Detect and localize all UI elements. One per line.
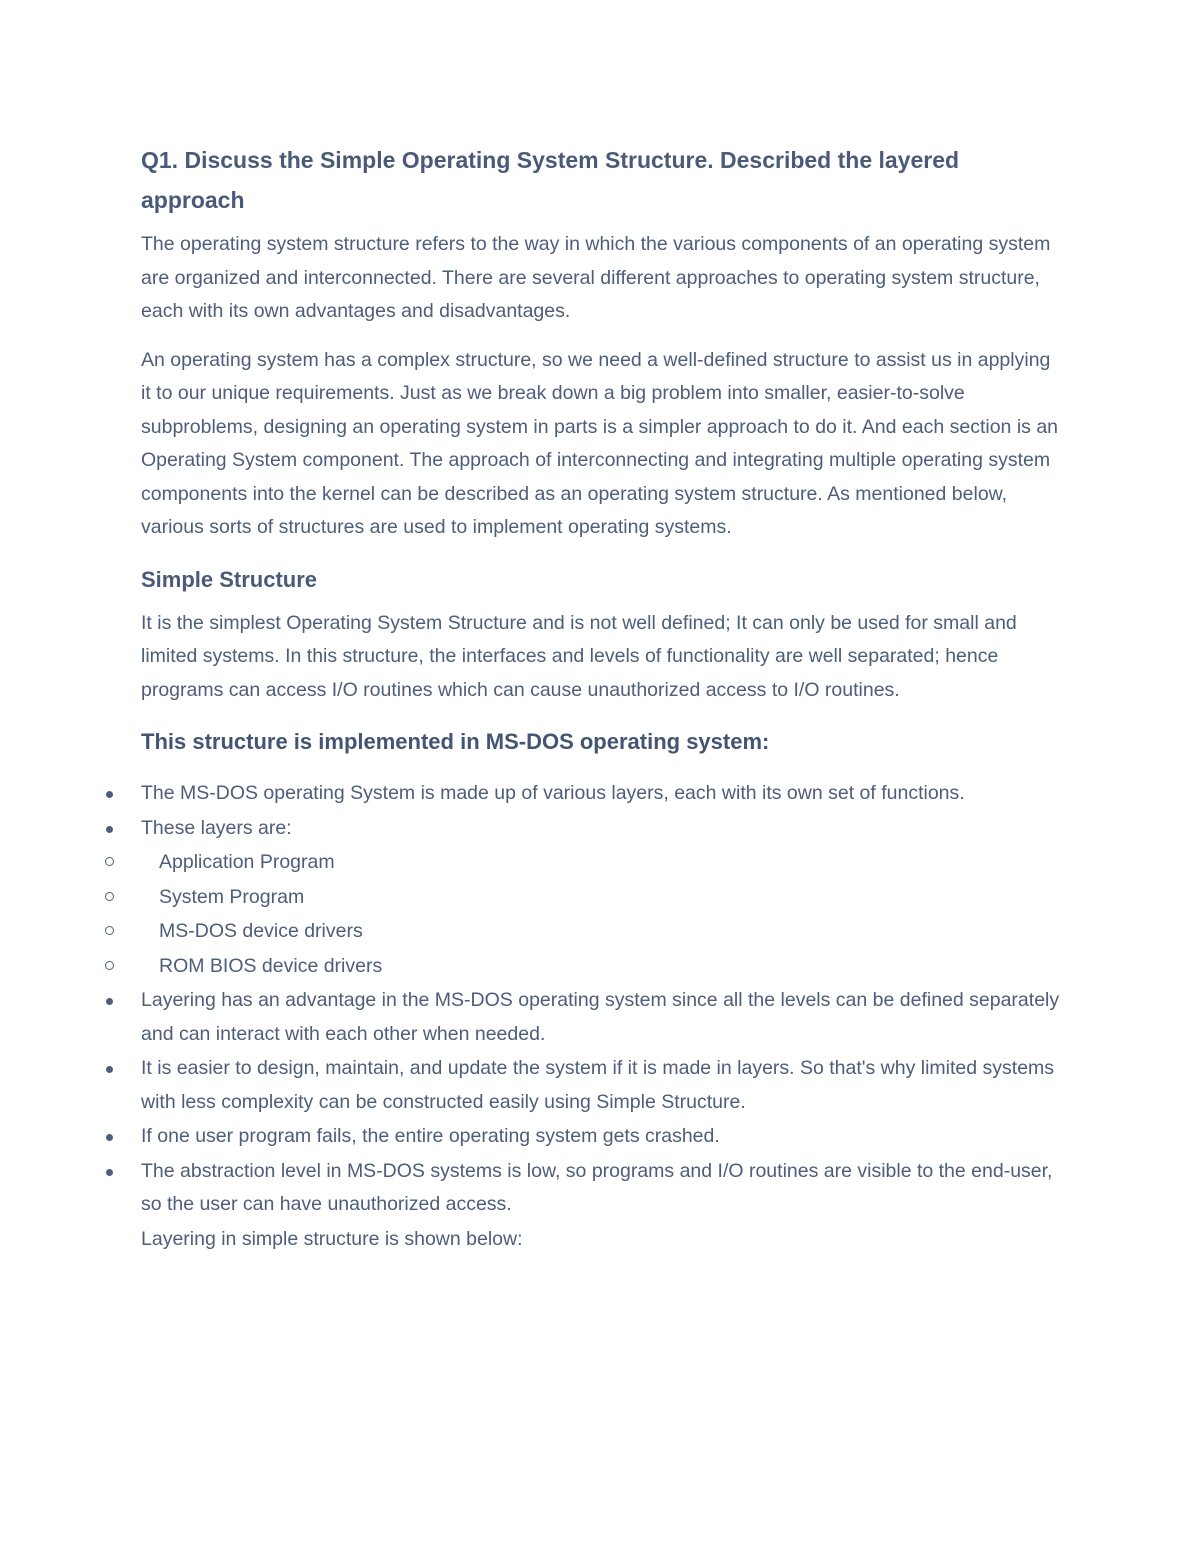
- list-item-text: The MS-DOS operating System is made up of various layers, each with its own set of functions.: [141, 782, 965, 804]
- list-item: [141, 1120, 1061, 1154]
- structure-paragraph: An operating system has a complex structure, so we need a well-defined structure to assist us in applying it to our unique requirements. Just as we break down a big problem into smaller, easier-to-solve subproblems, designing an operating system in parts is a simpler approach to do it. And each section is an Operating System component. The approach of interconnecting and integrating multiple operating system components into the kernel can be described as an operating system structure. As mentioned below, various sorts of structures are used to implement operating systems.: [141, 348, 1059, 538]
- filled-bullet-icon: [106, 1134, 113, 1141]
- list-item-text: It is easier to design, maintain, and update the system if it is made in layers. So that's why limited systems with less complexity can be constructed easily using Simple Structure.: [141, 1057, 1055, 1113]
- sub-list-item: [141, 915, 1061, 949]
- list-item-text: The abstraction level in MS-DOS systems is low, so programs and I/O routines are visible to the end-user, so the user can have unauthorized access.: [141, 1159, 1053, 1215]
- filled-bullet-icon: [106, 1066, 113, 1073]
- filled-bullet-icon: [106, 1169, 113, 1176]
- list-item-text: ROM BIOS device drivers: [159, 954, 383, 977]
- list-item-text: System Program: [159, 885, 305, 908]
- list-item: [141, 1052, 1061, 1119]
- hollow-bullet-icon: [105, 961, 114, 970]
- list-item: [141, 812, 1061, 846]
- sub-list-item: [141, 950, 1061, 984]
- hollow-bullet-icon: [105, 857, 114, 866]
- sub-list-item: [141, 881, 1061, 915]
- simple-structure-paragraph: It is the simplest Operating System Structure and is not well defined; It can only be used for small and limited systems. In this structure, the interfaces and levels of functionality are well separated; hence programs can access I/O routines which can cause unauthorized access to I/O routines.: [141, 611, 1017, 701]
- simple-structure-heading: Simple Structure: [141, 566, 318, 592]
- list-item-text: MS-DOS device drivers: [159, 920, 363, 942]
- msdos-bullet-list: [141, 777, 1061, 1222]
- filled-bullet-icon: [106, 998, 113, 1005]
- filled-bullet-icon: [106, 826, 113, 833]
- list-item-text: These layers are:: [141, 816, 292, 839]
- intro-paragraph: The operating system structure refers to the way in which the various components of an operating system are organized and interconnected. There are several different approaches to operating system structure, each with its own advantages and disadvantages.: [141, 233, 1051, 322]
- question-heading: Q1. Discuss the Simple Operating System Structure. Described the layered approach: [141, 147, 960, 213]
- sub-list-item: [141, 846, 1061, 880]
- list-item: [141, 1155, 1061, 1222]
- document-content: [141, 140, 1061, 1256]
- list-item: [141, 984, 1061, 1051]
- hollow-bullet-icon: [105, 892, 114, 901]
- layering-caption: Layering in simple structure is shown below:: [141, 1227, 523, 1250]
- filled-bullet-icon: [106, 791, 113, 798]
- list-item-text: Layering has an advantage in the MS-DOS operating system since all the levels can be defined separately and can interact with each other when needed.: [141, 989, 1060, 1045]
- msdos-heading: This structure is implemented in MS-DOS operating system:: [141, 729, 770, 754]
- list-item-text: If one user program fails, the entire operating system gets crashed.: [141, 1125, 720, 1147]
- list-item: [141, 777, 1061, 811]
- hollow-bullet-icon: [105, 926, 114, 935]
- list-item-text: Application Program: [159, 851, 335, 873]
